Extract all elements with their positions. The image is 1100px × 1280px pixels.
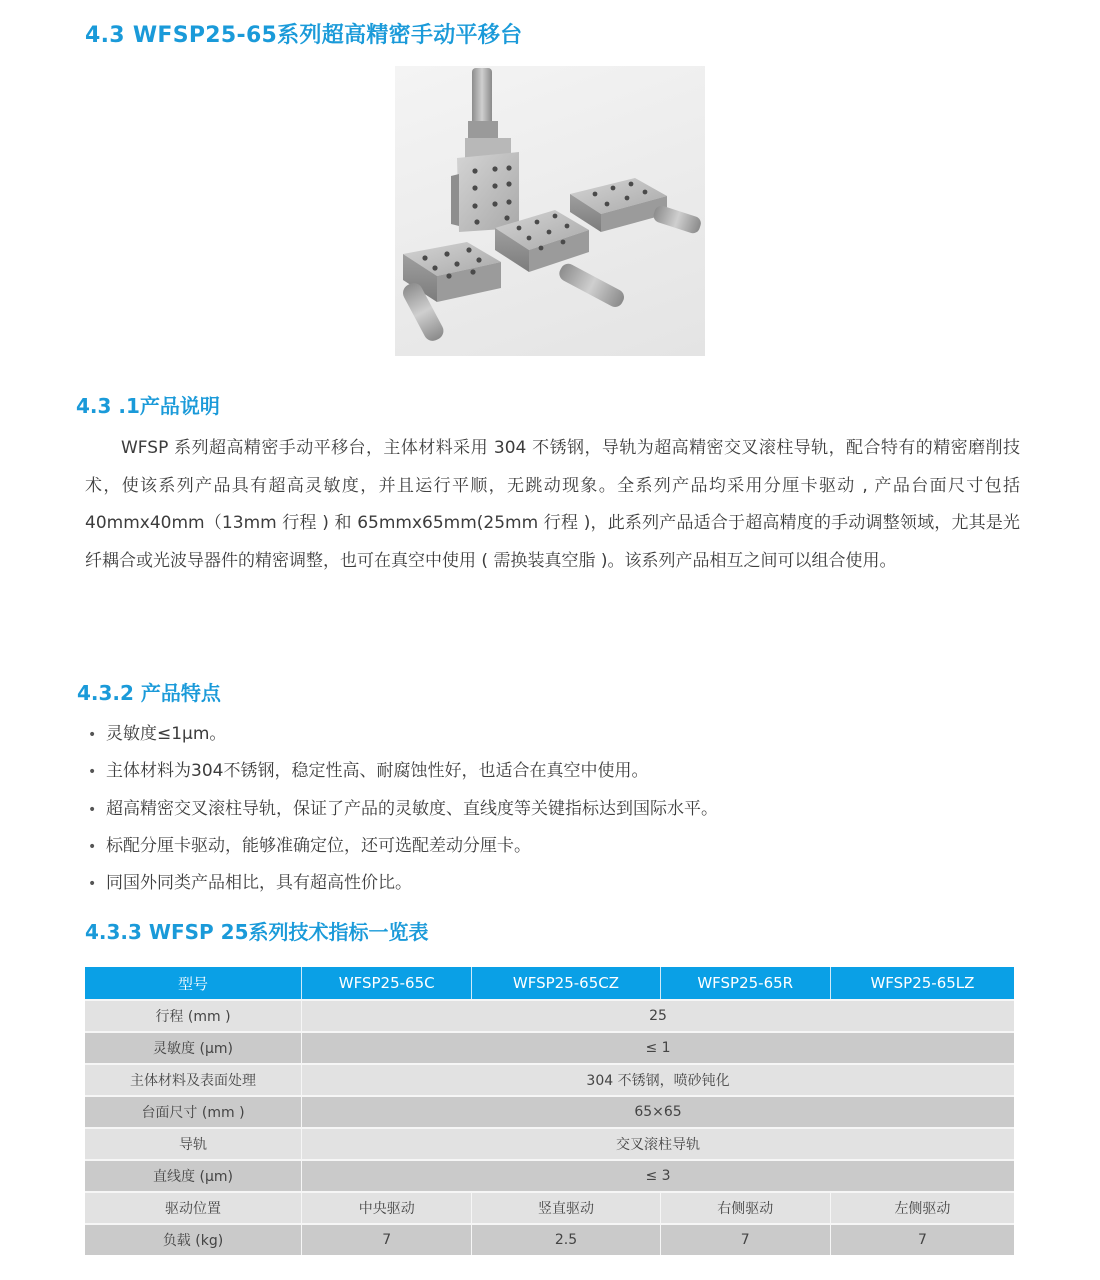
row-value: 中央驱动 (302, 1192, 472, 1224)
row-label: 灵敏度 (μm) (85, 1032, 302, 1064)
feature-item: • 标配分厘卡驱动，能够准确定位，还可选配差动分厘卡。 (88, 828, 718, 865)
row-value: 25 (302, 1000, 1015, 1032)
header-cell: WFSP25-65CZ (472, 967, 660, 1000)
row-value: 7 (830, 1224, 1014, 1255)
bullet-icon: • (88, 801, 97, 818)
table-row-load (85, 1224, 1014, 1255)
row-value: 7 (660, 1224, 830, 1255)
section-heading-description: 4.3 .1产品说明 (76, 394, 220, 418)
table-row-material (85, 1064, 1014, 1096)
feature-list (88, 716, 718, 902)
feature-item: • 超高精密交叉滚柱导轨，保证了产品的灵敏度、直线度等关键指标达到国际水平。 (88, 791, 718, 828)
header-cell: WFSP25-65C (302, 967, 472, 1000)
row-value: 65×65 (302, 1096, 1015, 1128)
row-label: 导轨 (85, 1128, 302, 1160)
header-cell: WFSP25-65LZ (830, 967, 1014, 1000)
table-row-travel (85, 1000, 1014, 1032)
row-label: 主体材料及表面处理 (85, 1064, 302, 1096)
bullet-icon: • (88, 838, 97, 855)
row-value: ≤ 1 (302, 1032, 1015, 1064)
row-label: 负载 (kg) (85, 1224, 302, 1255)
page-title: 4.3 WFSP25-65系列超高精密手动平移台 (85, 23, 523, 48)
bullet-icon: • (88, 764, 97, 781)
row-value: ≤ 3 (302, 1160, 1015, 1192)
section-heading-features: 4.3.2 产品特点 (77, 681, 221, 705)
row-value: 7 (302, 1224, 472, 1255)
row-value: 304 不锈钢，喷砂钝化 (302, 1064, 1015, 1096)
row-value: 竖直驱动 (472, 1192, 660, 1224)
product-photo (395, 66, 705, 356)
row-value: 2.5 (472, 1224, 660, 1255)
section-heading-specs: 4.3.3 WFSP 25系列技术指标一览表 (85, 920, 429, 944)
row-value: 右侧驱动 (660, 1192, 830, 1224)
bullet-icon: • (88, 876, 97, 893)
feature-item: • 主体材料为304不锈钢，稳定性高、耐腐蚀性好，也适合在真空中使用。 (88, 753, 718, 790)
feature-item: • 同国外同类产品相比，具有超高性价比。 (88, 865, 718, 902)
row-value: 交叉滚柱导轨 (302, 1128, 1015, 1160)
row-label: 台面尺寸 (mm ) (85, 1096, 302, 1128)
row-value: 左侧驱动 (830, 1192, 1014, 1224)
spec-table (85, 967, 1014, 1255)
table-row-straightness (85, 1160, 1014, 1192)
row-label: 直线度 (μm) (85, 1160, 302, 1192)
feature-item: • 灵敏度≤1μm。 (88, 716, 718, 753)
table-header-row (85, 967, 1014, 1000)
table-row-drive-position (85, 1192, 1014, 1224)
table-row-sensitivity (85, 1032, 1014, 1064)
row-label: 行程 (mm ) (85, 1000, 302, 1032)
row-label: 驱动位置 (85, 1192, 302, 1224)
bullet-icon: • (88, 727, 97, 743)
product-description-text: WFSP 系列超高精密手动平移台，主体材料采用 304 不锈钢，导轨为超高精密交叉滚柱导轨，配合特有的精密磨削技术，使该系列产品具有超高灵敏度，并且运行平顺，无跳动现象。全系列产品均采用分厘卡驱动 , 产品台面尺寸包括 40mmx40mm（13mm 行程 ) 和 65mmx65mm(25mm 行程 )，此系列产品适合于超高精度的手动调整领域，尤其是光纤耦合或光波导器件的精密调整，也可在真空中使用 ( 需换装真空脂 )。该系列产品相互之间可以组合使用。 (85, 438, 1020, 571)
table-row-table-size (85, 1096, 1014, 1128)
table-row-guide (85, 1128, 1014, 1160)
translation-stages-image (395, 66, 705, 356)
header-cell-model: 型号 (85, 967, 302, 1000)
header-cell: WFSP25-65R (660, 967, 830, 1000)
